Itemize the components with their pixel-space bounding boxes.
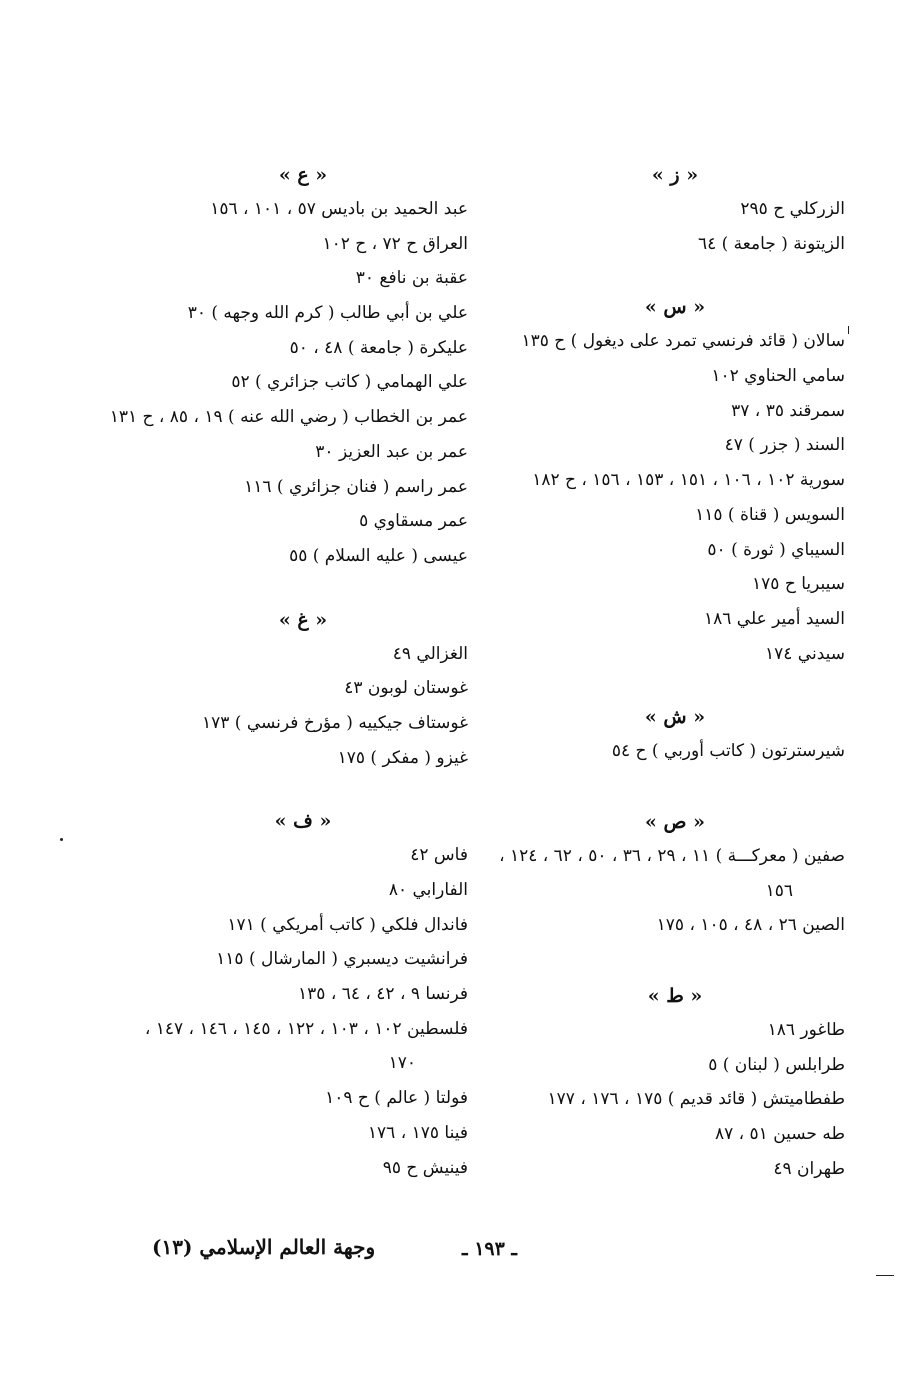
section-heading-ghayn: « غ »	[278, 608, 328, 631]
index-entry: السيباي ( ثورة ) ٥٠	[707, 539, 845, 560]
index-entry: سيبريا ح ١٧٥	[752, 574, 845, 595]
index-entry: عقبة بن نافع ٣٠	[355, 268, 468, 289]
index-entry: غوستان لوبون ٤٣	[344, 678, 468, 699]
index-entry: الغزالي ٤٩	[392, 643, 468, 664]
book-title: وجهة العالم الإسلامي (١٣)	[152, 1235, 376, 1259]
index-entry-continuation: ١٥٦	[765, 880, 793, 901]
index-entry: فلسطين ١٠٢ ، ١٠٣ ، ١٢٢ ، ١٤٥ ، ١٤٦ ، ١٤٧ ،	[144, 1018, 468, 1039]
index-entry: العراق ح ٧٢ ، ح ١٠٢	[322, 233, 468, 254]
section-heading-shin: « ش »	[644, 706, 706, 729]
index-entry: صفين ( معركـــة ) ١١ ، ٢٩ ، ٣٦ ، ٥٠ ، ٦٢ ، ١٢٤ ،	[499, 845, 845, 866]
index-entry: عمر بن عبد العزيز ٣٠	[315, 441, 468, 462]
index-entry: عمر بن الخطاب ( رضي الله عنه ) ١٩ ، ٨٥ ، ح ١٣١	[109, 407, 468, 428]
index-entry: فينا ١٧٥ ، ١٧٦	[367, 1122, 468, 1143]
index-entry: سامي الحناوي ١٠٢	[711, 366, 845, 387]
section-heading-zay: « ز »	[651, 164, 699, 186]
index-entry: عمر مسقاوي ٥	[359, 511, 468, 532]
index-entry: سورية ١٠٢ ، ١٠٦ ، ١٥١ ، ١٥٣ ، ١٥٦ ، ح ١٨٢	[532, 470, 845, 491]
section-heading-sin: « س »	[644, 296, 706, 319]
index-entry: طهران ٤٩	[773, 1158, 845, 1179]
index-entry: فاس ٤٢	[410, 845, 468, 866]
index-entry: السند ( جزر ) ٤٧	[724, 435, 845, 456]
index-entry: فرانشيت ديسبري ( المارشال ) ١١٥	[216, 949, 468, 970]
index-entry: طفطاميتش ( قائد قديم ) ١٧٥ ، ١٧٦ ، ١٧٧	[547, 1089, 845, 1110]
index-entry: عيسى ( عليه السلام ) ٥٥	[289, 545, 468, 566]
index-entry: عمر راسم ( فنان جزائري ) ١١٦	[244, 476, 468, 497]
index-entry-continuation: ١٧٠	[388, 1053, 416, 1074]
scan-mark	[876, 1275, 894, 1276]
scan-speck	[60, 838, 63, 841]
index-entry: الفارابي ٨٠	[388, 880, 468, 900]
index-entry: سمرقند ٣٥ ، ٣٧	[731, 400, 845, 421]
index-entry: سالان ( قائد فرنسي تمرد على ديغول ) ح ١٣٥	[521, 331, 845, 352]
section-heading-sad: « ص »	[645, 810, 705, 833]
index-entry: طرابلس ( لبنان ) ٥	[708, 1054, 845, 1075]
index-entry: طاغور ١٨٦	[767, 1020, 845, 1040]
index-entry: عليكرة ( جامعة ) ٤٨ ، ٥٠	[289, 337, 468, 358]
index-entry: الزيتونة ( جامعة ) ٦٤	[697, 233, 845, 254]
index-entry: فرنسا ٩ ، ٤٢ ، ٦٤ ، ١٣٥	[298, 984, 468, 1005]
section-heading-ta: « ط »	[647, 985, 703, 1007]
index-entry: علي الهمامي ( كاتب جزائري ) ٥٢	[231, 372, 468, 393]
index-entry: السويس ( قناة ) ١١٥	[695, 504, 845, 525]
index-entry: غيزو ( مفكر ) ١٧٥	[337, 747, 468, 768]
page-number: ـ ١٩٣ ـ	[462, 1238, 517, 1260]
index-entry: فينيش ح ٩٥	[382, 1157, 468, 1178]
index-entry: الزركلي ح ٢٩٥	[740, 199, 845, 219]
index-entry: فولتا ( عالم ) ح ١٠٩	[325, 1088, 468, 1109]
section-heading-fa: « ف »	[274, 810, 332, 833]
scan-speck	[848, 326, 849, 334]
index-entry: عبد الحميد بن باديس ٥٧ ، ١٠١ ، ١٥٦	[210, 199, 468, 219]
index-entry: السيد أمير علي ١٨٦	[703, 608, 845, 629]
index-entry: طه حسين ٥١ ، ٨٧	[714, 1124, 845, 1145]
index-entry: فاندال فلكي ( كاتب أمريكي ) ١٧١	[227, 914, 468, 935]
index-column-right	[499, 158, 845, 1186]
index-entry: علي بن أبي طالب ( كرم الله وجهه ) ٣٠	[187, 303, 468, 324]
index-entry: سيدني ١٧٤	[764, 643, 845, 664]
section-heading-ayn: « ع »	[278, 164, 328, 186]
index-entry: الصين ٢٦ ، ٤٨ ، ١٠٥ ، ١٧٥	[656, 915, 845, 936]
index-entry: غوستاف جيكييه ( مؤرخ فرنسي ) ١٧٣	[202, 712, 468, 733]
index-entry: شيرسترتون ( كاتب أوربي ) ح ٥٤	[611, 741, 845, 762]
index-column-left	[109, 158, 468, 1185]
